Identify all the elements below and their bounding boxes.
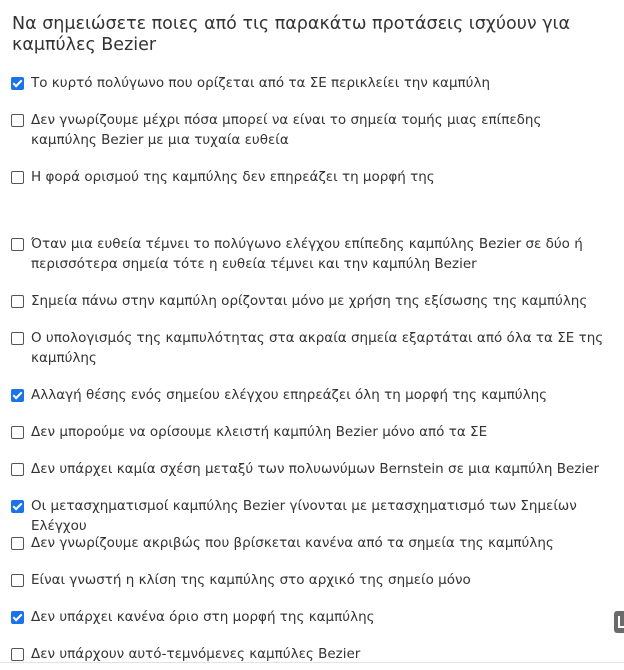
question-title: Να σημειώσετε ποιες από τις παρακάτω προτάσεις ισχύουν για καμπύλες Bezier	[12, 14, 571, 55]
option-1[interactable]	[11, 110, 611, 150]
option-9[interactable]	[11, 496, 623, 536]
divider	[0, 662, 624, 663]
checkbox-unchecked[interactable]	[11, 332, 24, 345]
option-11[interactable]	[11, 570, 611, 590]
option-label: Δεν γνωρίζουμε μέχρι πόσα μπορεί να είναι το σημεία τομής μιας επίπεδης καμπύλης Bezier με μια τυχαία ευθεία	[31, 112, 542, 148]
checkbox-unchecked[interactable]	[11, 171, 24, 184]
option-label: Το κυρτό πολύγωνο που ορίζεται από τα ΣΕ περικλείει την καμπύλη	[31, 75, 491, 91]
checkbox-checked[interactable]	[11, 611, 24, 624]
option-label: Ο υπολογισμός της καμπυλότητας στα ακραία σημεία εξαρτάται από όλα τα ΣΕ της καμπύλης	[31, 330, 604, 366]
option-7[interactable]	[11, 422, 611, 442]
checkbox-checked[interactable]	[11, 77, 24, 90]
option-label: Η φορά ορισμού της καμπύλης δεν επηρεάζει τη μορφή της	[31, 169, 435, 185]
option-label: Δεν γνωρίζουμε ακριβώς που βρίσκεται κανένα από τα σημεία της καμπύλης	[31, 535, 554, 551]
option-8[interactable]	[11, 459, 611, 479]
option-label: Οι μετασχηματισμοί καμπύλης Bezier γίνονται με μετασχηματισμό των Σημείων Ελέγχου	[31, 498, 577, 534]
option-label: Είναι γνωστή η κλίση της καμπύλης στο αρχικό της σημείο μόνο	[31, 572, 471, 588]
checkbox-unchecked[interactable]	[11, 648, 24, 661]
option-3[interactable]	[11, 234, 611, 274]
checkbox-unchecked[interactable]	[11, 238, 24, 251]
option-label: Δεν υπάρχει κανένα όριο στη μορφή της καμπύλης	[31, 609, 375, 625]
checkbox-unchecked[interactable]	[11, 537, 24, 550]
checkbox-unchecked[interactable]	[11, 463, 24, 476]
option-label: Αλλαγή θέσης ενός σημείου ελέγχου επηρεάζει όλη τη μορφή της καμπύλης	[31, 387, 548, 403]
option-2[interactable]	[11, 167, 611, 187]
option-13[interactable]	[11, 644, 611, 664]
option-12[interactable]	[11, 607, 611, 627]
scroll-handle-icon[interactable]	[614, 611, 624, 633]
checkbox-checked[interactable]	[11, 500, 24, 513]
option-label: Όταν μια ευθεία τέμνει το πολύγωνο ελέγχου επίπεδης καμπύλης Bezier σε δύο ή περισσότερα σημεία τότε η ευθεία τέμνει και την καμπύλη Bezier	[31, 236, 583, 272]
option-label: Σημεία πάνω στην καμπύλη ορίζονται μόνο με χρήση της εξίσωσης της καμπύλης	[31, 293, 588, 309]
option-label: Δεν υπάρχουν αυτό-τεμνόμενες καμπύλες Bezier	[31, 646, 361, 662]
checkbox-unchecked[interactable]	[11, 574, 24, 587]
checkbox-unchecked[interactable]	[11, 295, 24, 308]
option-label: Δεν υπάρχει καμία σχέση μεταξύ των πολυωνύμων Bernstein σε μια καμπύλη Bezier	[31, 461, 600, 477]
option-label: Δεν μπορούμε να ορίσουμε κλειστή καμπύλη Bezier μόνο από τα ΣΕ	[31, 424, 488, 440]
checkbox-unchecked[interactable]	[11, 114, 24, 127]
option-4[interactable]	[11, 291, 611, 311]
option-0[interactable]	[11, 73, 611, 93]
option-6[interactable]	[11, 385, 611, 405]
checkbox-checked[interactable]	[11, 389, 24, 402]
option-5[interactable]	[11, 328, 611, 368]
checkbox-unchecked[interactable]	[11, 426, 24, 439]
option-10[interactable]	[11, 533, 611, 553]
